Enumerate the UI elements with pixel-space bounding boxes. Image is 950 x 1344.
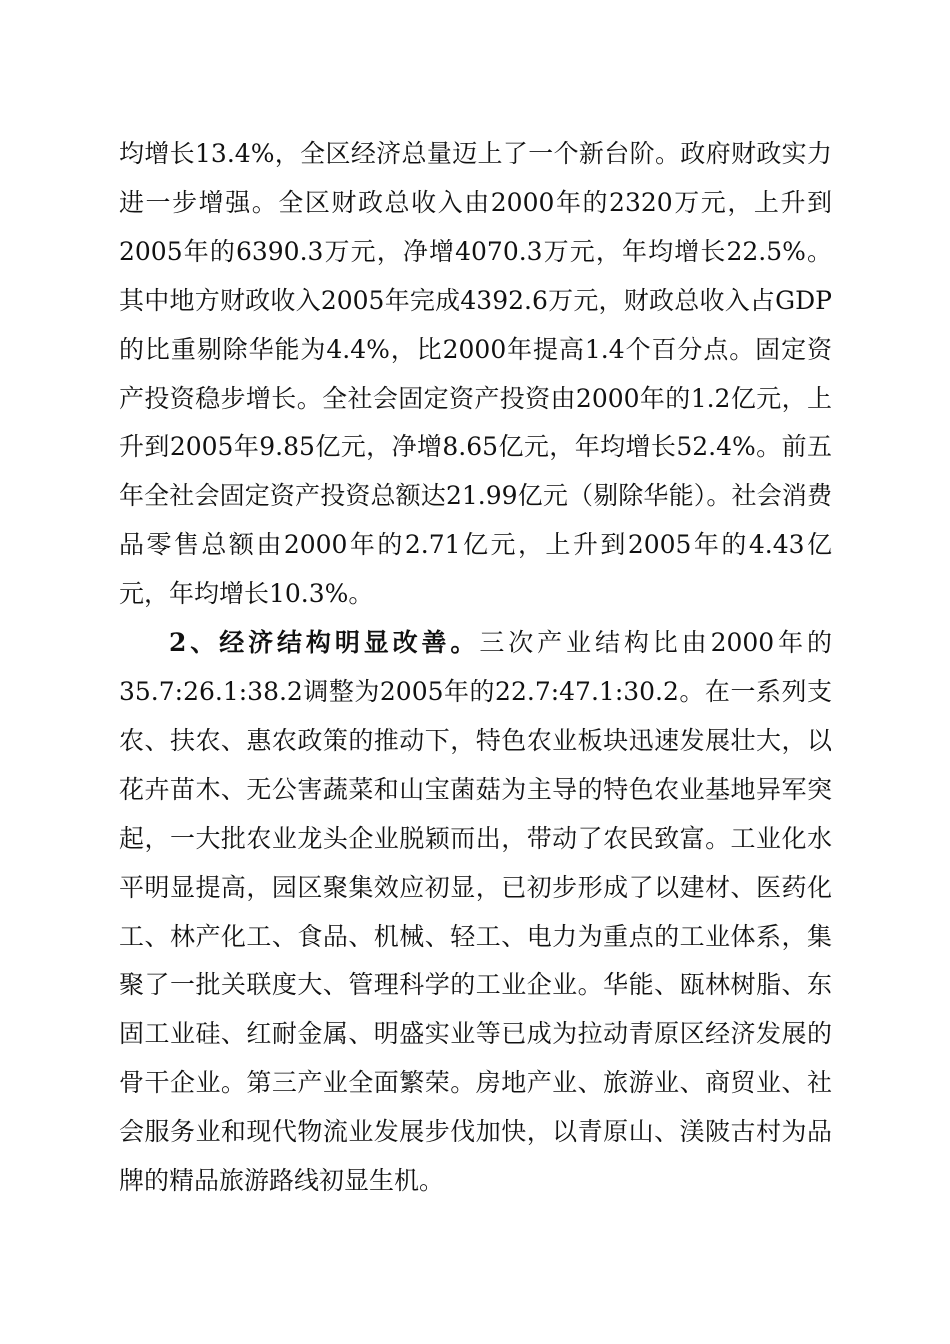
paragraph-1 [119, 130, 832, 619]
paragraph-2 [119, 619, 832, 1206]
body-text [119, 130, 832, 1206]
paragraph-1-text: 均增长13.4%，全区经济总量迈上了一个新台阶。政府财政实力进一步增强。全区财政总收入由2000年的2320万元，上升到2005年的6390.3万元，净增4070.3万元，年均增长22.5%。其中地方财政收入2005年完成4392.6万元，财政总收入占GDP的比重剔除华能为4.4%，比2000年提高1.4个百分点。固定资产投资稳步增长。全社会固定资产投资由2000年的1.2亿元，上升到2005年9.85亿元，净增8.65亿元，年均增长52.4%。前五年全社会固定资产投资总额达21.99亿元（剔除华能）。社会消费品零售总额由2000年的2.71亿元，上升到2005年的4.43亿元，年均增长10.3%。 [119, 139, 832, 609]
paragraph-2-text: 三次产业结构比由2000年的35.7:26.1:38.2调整为2005年的22.7:47.1:30.2。在一系列支农、扶农、惠农政策的推动下，特色农业板块迅速发展壮大，以花卉苗木、无公害蔬菜和山宝菌菇为主导的特色农业基地异军突起，一大批农业龙头企业脱颖而出，带动了农民致富。工业化水平明显提高，园区聚集效应初显，已初步形成了以建材、医药化工、林产化工、食品、机械、轻工、电力为重点的工业体系，集聚了一批关联度大、管理科学的工业企业。华能、瓯林树脂、东固工业硅、红耐金属、明盛实业等已成为拉动青原区经济发展的骨干企业。第三产业全面繁荣。房地产业、旅游业、商贸业、社会服务业和现代物流业发展步伐加快，以青原山、渼陂古村为品牌的精品旅游路线初显生机。 [119, 628, 833, 1196]
section-heading: 2、经济结构明显改善。 [169, 628, 480, 658]
